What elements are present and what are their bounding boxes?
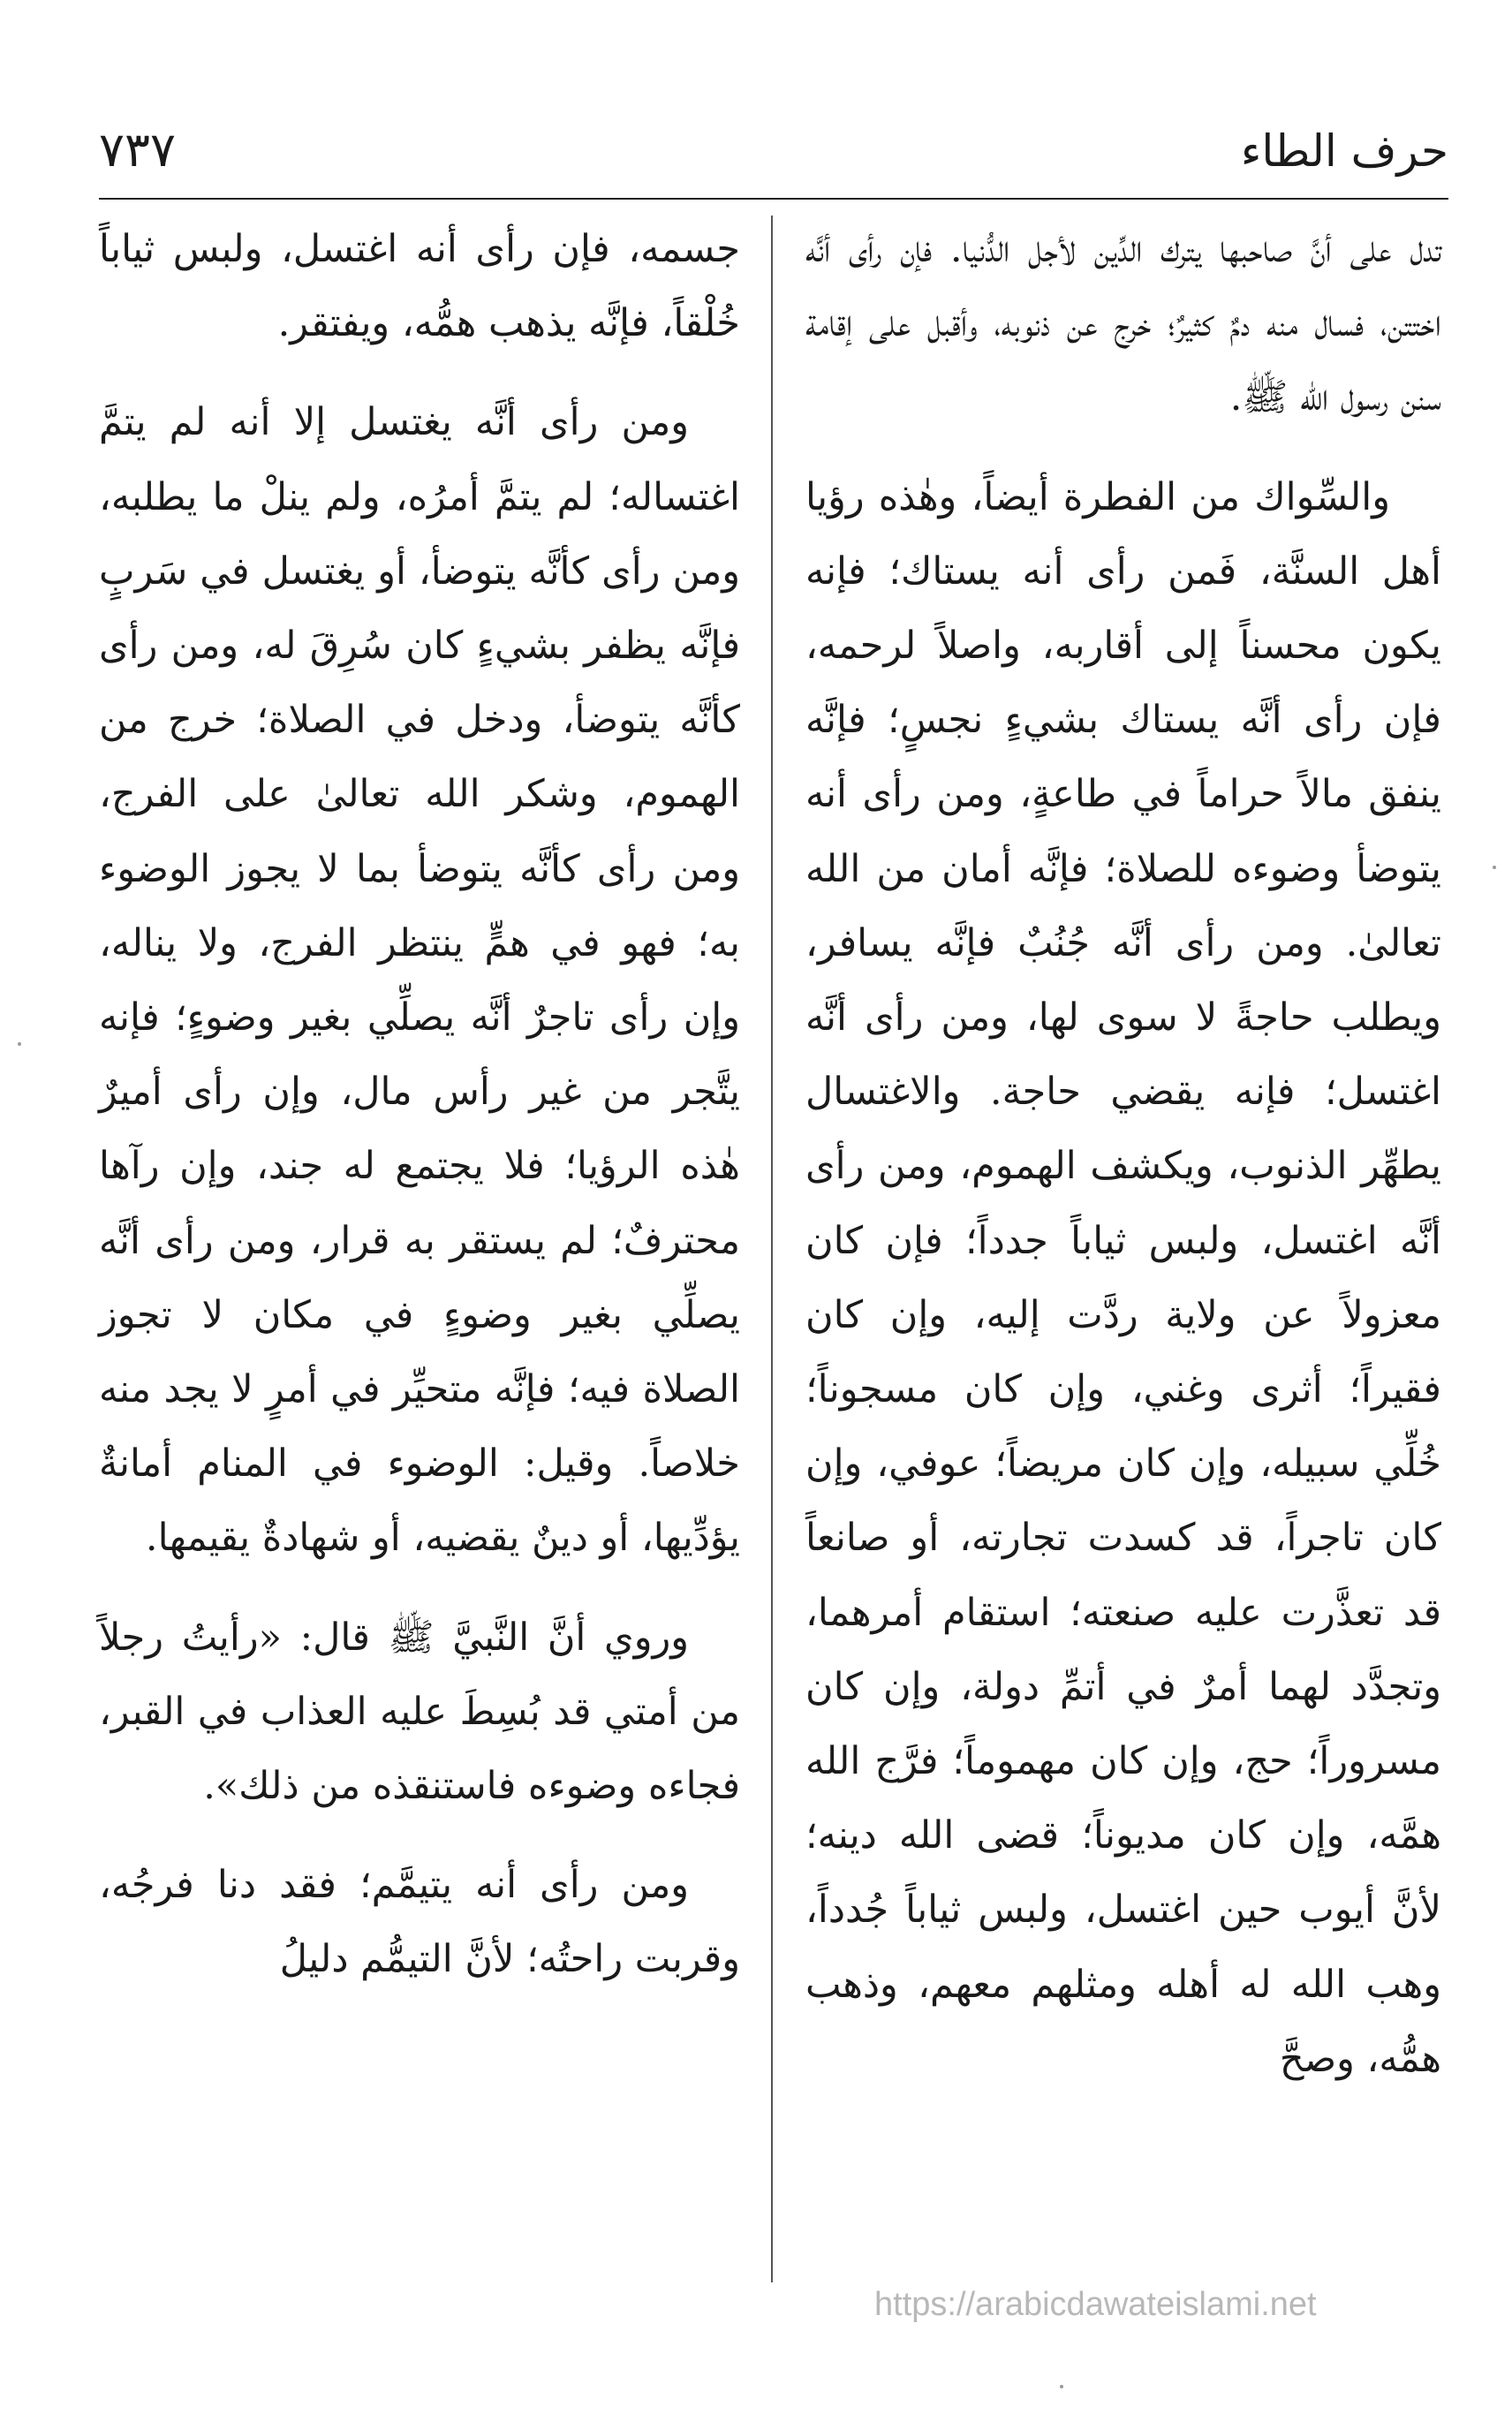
paragraph: تدل على أنَّ صاحبها يترك الدِّين لأجل الدُّنيا. فإن رأى أنَّه اختتن، فسال منه دمٌ كثيرٌ؛ خرج عن ذنوبه، وأقبل على إقامة سنن رسول الله ﷺ. xyxy=(805,227,1441,420)
paragraph: ومن رأى أنه يتيمَّم؛ فقد دنا فرجُه، وقربت راحتُه؛ لأنَّ التيمُّم دليلُ xyxy=(99,1863,740,1982)
paragraph: ومن رأى أنَّه يغتسل إلا أنه لم يتمَّ اغتساله؛ لم يتمَّ أمرُه، ولم ينلْ ما يطلبه، ومن رأى كأنَّه يتوضأ، أو يغتسل في سَربٍ فإنَّه يظفر بشيءٍ كان سُرِقَ له، ومن رأى كأنَّه يتوضأ، ودخل في الصلاة؛ خرج من الهموم، وشكر الله تعالىٰ على الفرج، ومن رأى كأنَّه يتوضأ بما لا يجوز الوضوء به؛ فهو في همٍّ ينتظر الفرج، ولا يناله، وإن رأى تاجرٌ أنَّه يصلِّي بغير وضوءٍ؛ فإنه يتَّجر من غير رأس مال، وإن رأى أميرٌ هٰذه الرؤيا؛ فلا يجتمع له جند، وإن رآها محترفٌ؛ لم يستقر به قرار، ومن رأى أنَّه يصلِّي بغير وضوءٍ في مكان لا تجوز الصلاة فيه؛ فإنَّه متحيِّر في أمرٍ لا يجد منه خلاصاً. وقيل: الوضوء في المنام أمانةٌ يؤدِّيها، أو دينٌ يقضيه، أو شهادةٌ يقيمها. xyxy=(99,400,740,1561)
paragraph: وروي أنَّ النَّبيَّ ﷺ قال: «رأيتُ رجلاً من أمتي قد بُسِطَ عليه العذاب في القبر، فجاءه وضوءه فاستنقذه من ذلك». xyxy=(99,1615,740,1809)
scan-speck xyxy=(1493,866,1496,869)
column-divider xyxy=(771,216,773,2282)
watermark-url: https://arabicdawateislami.net xyxy=(874,2286,1317,2323)
paragraph: جسمه، فإن رأى أنه اغتسل، ولبس ثياباً خُلْقاً، فإنَّه يذهب همُّه، ويفتقر. xyxy=(99,227,740,346)
paragraph: والسِّواك من الفطرة أيضاً، وهٰذه رؤيا أهل السنَّة، فَمن رأى أنه يستاك؛ فإنه يكون محسناً إلى أقاربه، واصلاً لرحمه، فإن رأى أنَّه يستاك بشيءٍ نجسٍ؛ فإنَّه ينفق مالاً حراماً في طاعةٍ، ومن رأى أنه يتوضأ وضوءه للصلاة؛ فإنَّه أمان من الله تعالىٰ. ومن رأى أنَّه جُنُبٌ فإنَّه يسافر، ويطلب حاجةً لا سوى لها، ومن رأى أنَّه اغتسل؛ فإنه يقضي حاجة. والاغتسال يطهِّر الذنوب، ويكشف الهموم، ومن رأى أنَّه اغتسل، ولبس ثياباً جدداً؛ فإن كان معزولاً عن ولاية ردَّت إليه، وإن كان فقيراً؛ أثرى وغني، وإن كان مسجوناً؛ خُلِّي سبيله، وإن كان مريضاً؛ عوفي، وإن كان تاجراً، قد كسدت تجارته، أو صانعاً قد تعذَّرت عليه صنعته؛ استقام أمرهما، وتجدَّد لهما أمرٌ في أتمِّ دولة، وإن كان مسروراً؛ حج، وإن كان مهموماً؛ فرَّج الله همَّه، وإن كان مديوناً؛ قضى الله دينه؛ لأنَّ أيوب حين اغتسل، ولبس ثياباً جُدداً، وهب الله له أهله ومثلهم معهم، وذهب همُّه، وصحَّ xyxy=(805,474,1441,2081)
right-column xyxy=(805,212,1441,2096)
left-column xyxy=(99,212,740,1997)
page-number: ٧٣٧ xyxy=(99,122,177,178)
running-header xyxy=(99,113,1448,200)
scan-speck xyxy=(1060,2385,1063,2388)
scan-speck xyxy=(18,1042,21,1046)
chapter-title: حرف الطاء xyxy=(1240,125,1448,177)
